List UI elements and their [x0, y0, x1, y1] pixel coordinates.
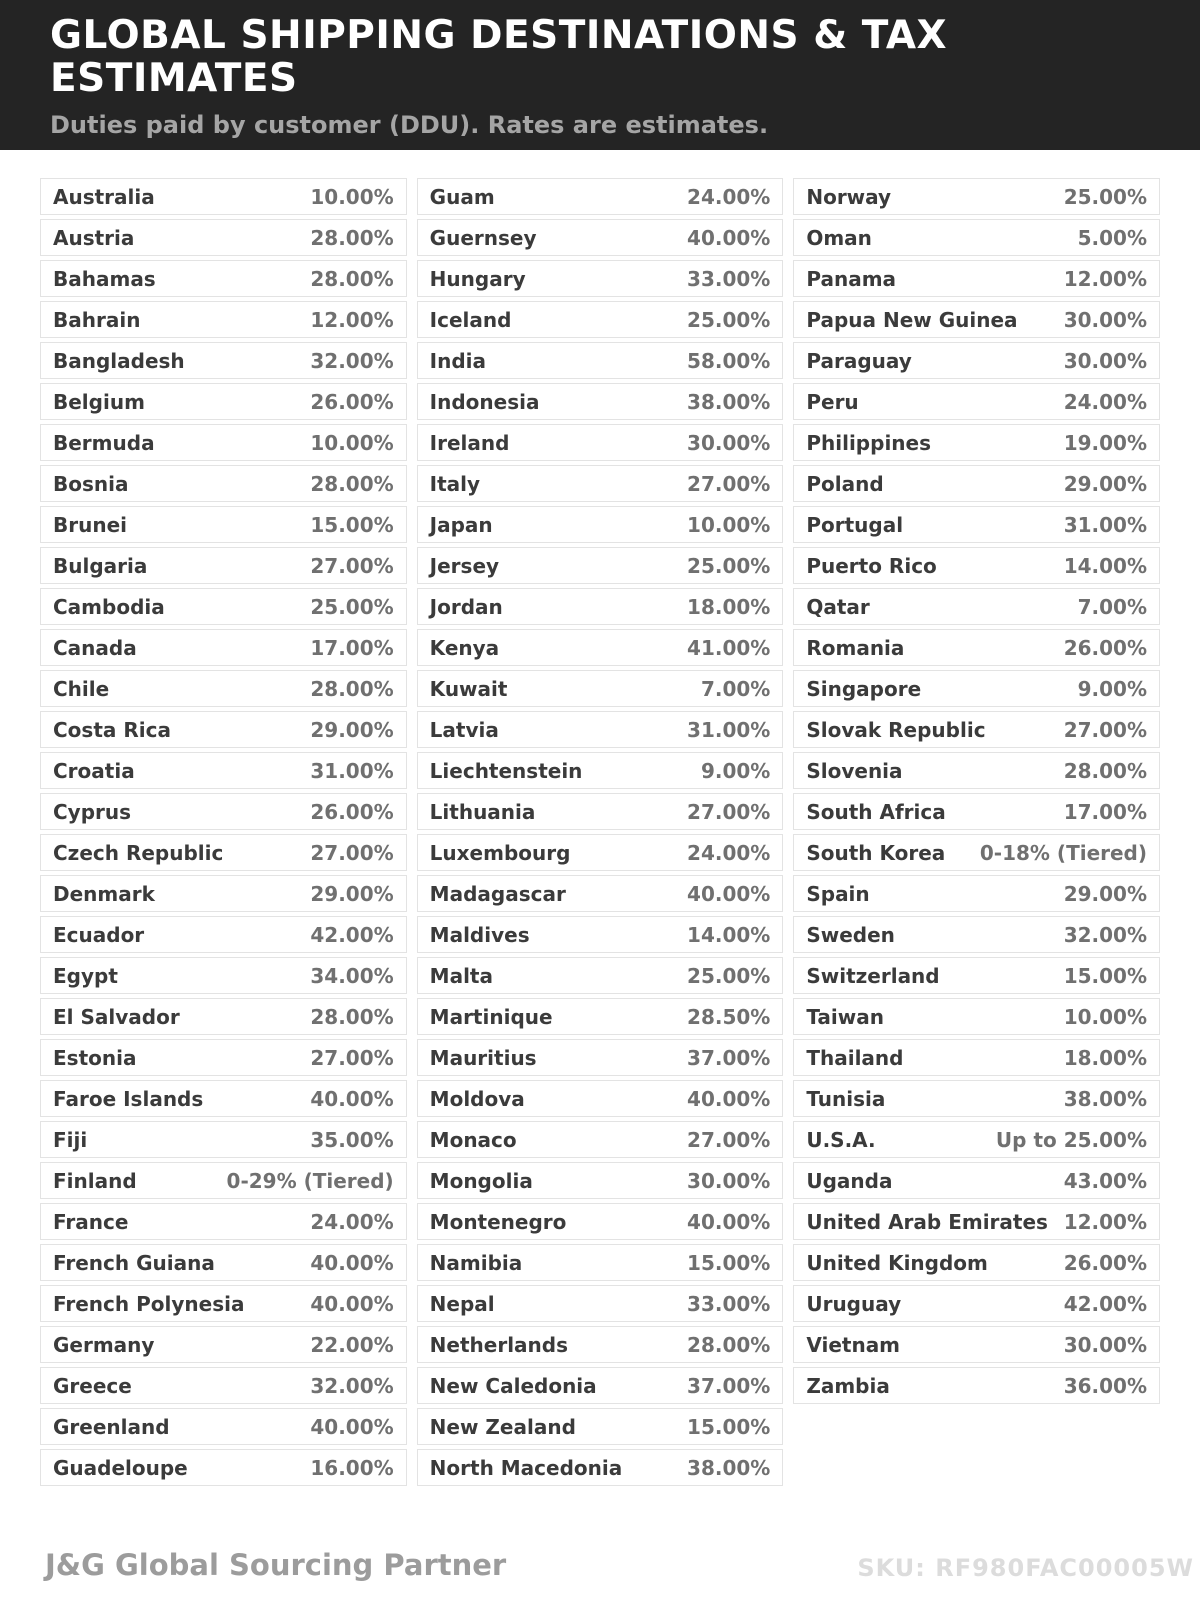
- country-name: Greece: [53, 1373, 132, 1398]
- country-name: Zambia: [806, 1373, 890, 1398]
- tax-rate: 30.00%: [687, 1168, 771, 1193]
- country-name: Panama: [806, 266, 897, 291]
- country-name: Mauritius: [429, 1045, 537, 1070]
- table-row: [40, 506, 407, 543]
- tax-rate: 0-29% (Tiered): [226, 1168, 394, 1193]
- table-row: [417, 1449, 784, 1486]
- country-name: Peru: [806, 389, 859, 414]
- tax-rate: 28.00%: [310, 676, 394, 701]
- tax-rate: 27.00%: [310, 840, 394, 865]
- table-column-1: [40, 178, 407, 1490]
- table-row: [417, 1121, 784, 1158]
- tax-rate: 0-18% (Tiered): [979, 840, 1148, 865]
- table-row: [417, 752, 784, 789]
- tax-rate: 12.00%: [1063, 1209, 1148, 1234]
- table-row: [417, 1326, 784, 1363]
- table-column-3: [793, 178, 1160, 1408]
- table-row: [793, 711, 1160, 748]
- tax-rate: 33.00%: [687, 1291, 771, 1316]
- table-row: [40, 260, 407, 297]
- table-row: [417, 178, 784, 215]
- table-row: [793, 916, 1160, 953]
- tax-rate: 31.00%: [310, 758, 394, 783]
- country-name: Indonesia: [429, 389, 540, 414]
- page-title: GLOBAL SHIPPING DESTINATIONS & TAX ESTIMATES: [50, 13, 948, 101]
- table-row: [417, 1285, 784, 1322]
- country-name: Czech Republic: [53, 840, 224, 865]
- table-row: [40, 752, 407, 789]
- table-row: [793, 424, 1160, 461]
- table-row: [40, 342, 407, 379]
- table-row: [40, 711, 407, 748]
- country-name: Singapore: [806, 676, 922, 701]
- tax-rate: 25.00%: [687, 307, 771, 332]
- tax-rate: 10.00%: [687, 512, 771, 537]
- table-row: [417, 1039, 784, 1076]
- country-name: Guadeloupe: [53, 1455, 188, 1480]
- table-row: [793, 1244, 1160, 1281]
- tax-rate: 28.50%: [687, 1004, 771, 1029]
- country-name: United Kingdom: [806, 1250, 988, 1275]
- tax-rate: 14.00%: [687, 922, 771, 947]
- table-column-2: [417, 178, 784, 1490]
- country-name: Paraguay: [806, 348, 912, 373]
- tax-rate: 25.00%: [310, 594, 394, 619]
- country-name: Tunisia: [806, 1086, 886, 1111]
- table-row: [40, 1203, 407, 1240]
- tax-rate: 25.00%: [687, 553, 771, 578]
- tax-rate: 28.00%: [310, 266, 394, 291]
- page-footer: [0, 1548, 1200, 1582]
- table-row: [417, 711, 784, 748]
- table-row: [417, 1162, 784, 1199]
- tax-rate: 40.00%: [310, 1086, 394, 1111]
- tax-rate: 30.00%: [1063, 307, 1148, 332]
- tax-rate: 24.00%: [687, 184, 771, 209]
- tax-rate: 7.00%: [1077, 594, 1148, 619]
- tax-rate: 10.00%: [310, 430, 394, 455]
- country-name: Qatar: [806, 594, 870, 619]
- table-row: [793, 957, 1160, 994]
- table-row: [417, 465, 784, 502]
- tax-rate: 22.00%: [310, 1332, 394, 1357]
- country-name: Jordan: [429, 594, 503, 619]
- country-name: Croatia: [53, 758, 135, 783]
- country-name: Malta: [429, 963, 493, 988]
- tax-rate: 37.00%: [687, 1045, 771, 1070]
- table-row: [40, 547, 407, 584]
- country-name: Switzerland: [806, 963, 940, 988]
- tax-rate: 10.00%: [310, 184, 394, 209]
- table-row: [793, 1285, 1160, 1322]
- table-row: [40, 383, 407, 420]
- table-row: [793, 1203, 1160, 1240]
- tax-rate: 18.00%: [1063, 1045, 1148, 1070]
- tax-rate: 32.00%: [310, 348, 394, 373]
- table-row: [40, 916, 407, 953]
- tax-rate: 28.00%: [1063, 758, 1148, 783]
- country-name: Maldives: [429, 922, 530, 947]
- country-name: Egypt: [53, 963, 118, 988]
- country-name: Thailand: [806, 1045, 904, 1070]
- tax-rate: 27.00%: [687, 799, 771, 824]
- table-row: [40, 875, 407, 912]
- table-row: [40, 1449, 407, 1486]
- country-name: Canada: [53, 635, 137, 660]
- table-row: [417, 424, 784, 461]
- table-row: [40, 670, 407, 707]
- table-row: [40, 793, 407, 830]
- tax-rate: 40.00%: [687, 881, 771, 906]
- country-name: Portugal: [806, 512, 904, 537]
- tax-rate: 27.00%: [687, 1127, 771, 1152]
- country-name: French Guiana: [53, 1250, 215, 1275]
- country-name: Iceland: [429, 307, 512, 332]
- table-row: [417, 342, 784, 379]
- country-name: Kenya: [429, 635, 500, 660]
- country-name: Liechtenstein: [429, 758, 583, 783]
- country-name: Slovenia: [806, 758, 903, 783]
- page-header: [0, 0, 1200, 150]
- country-name: South Korea: [806, 840, 946, 865]
- country-name: Greenland: [53, 1414, 170, 1439]
- tax-rate: 27.00%: [310, 553, 394, 578]
- tax-rate-table: [40, 178, 1160, 1490]
- table-row: [793, 301, 1160, 338]
- country-name: Sweden: [806, 922, 895, 947]
- table-row: [40, 1408, 407, 1445]
- country-name: Jersey: [429, 553, 500, 578]
- country-name: Australia: [53, 184, 155, 209]
- tax-rate: 42.00%: [1063, 1291, 1148, 1316]
- country-name: Madagascar: [429, 881, 566, 906]
- country-name: Moldova: [429, 1086, 525, 1111]
- table-row: [40, 957, 407, 994]
- country-name: Ecuador: [53, 922, 145, 947]
- tax-rate: 12.00%: [310, 307, 394, 332]
- tax-rate: 7.00%: [700, 676, 771, 701]
- tax-rate: 37.00%: [687, 1373, 771, 1398]
- country-name: Nepal: [429, 1291, 495, 1316]
- country-name: Estonia: [53, 1045, 137, 1070]
- tax-rate: 5.00%: [1077, 225, 1148, 250]
- country-name: Japan: [429, 512, 493, 537]
- table-row: [417, 875, 784, 912]
- tax-rate: 38.00%: [687, 389, 771, 414]
- country-name: France: [53, 1209, 129, 1234]
- tax-rate: 40.00%: [310, 1291, 394, 1316]
- country-name: New Caledonia: [429, 1373, 597, 1398]
- country-name: Taiwan: [806, 1004, 884, 1029]
- tax-rate: 40.00%: [687, 1209, 771, 1234]
- tax-rate: 32.00%: [1063, 922, 1148, 947]
- tax-rate: 29.00%: [310, 717, 394, 742]
- country-name: Namibia: [429, 1250, 523, 1275]
- tax-rate: 9.00%: [1077, 676, 1148, 701]
- table-row: [793, 875, 1160, 912]
- tax-rate: 58.00%: [687, 348, 771, 373]
- country-name: Bermuda: [53, 430, 155, 455]
- country-name: U.S.A.: [806, 1127, 876, 1152]
- table-row: [793, 1080, 1160, 1117]
- country-name: Italy: [429, 471, 481, 496]
- table-row: [40, 219, 407, 256]
- tax-rate: 30.00%: [1063, 348, 1148, 373]
- country-name: Kuwait: [429, 676, 508, 701]
- table-row: [40, 998, 407, 1035]
- table-row: [417, 383, 784, 420]
- country-name: New Zealand: [429, 1414, 576, 1439]
- tax-rate: 40.00%: [687, 225, 771, 250]
- table-row: [793, 1162, 1160, 1199]
- tax-rate: 28.00%: [310, 225, 394, 250]
- table-row: [417, 1367, 784, 1404]
- country-name: Germany: [53, 1332, 155, 1357]
- country-name: Papua New Guinea: [806, 307, 1018, 332]
- tax-rate: 41.00%: [687, 635, 771, 660]
- country-name: Finland: [53, 1168, 137, 1193]
- tax-rate: 36.00%: [1063, 1373, 1148, 1398]
- tax-rate: 26.00%: [310, 799, 394, 824]
- table-row: [793, 1367, 1160, 1404]
- country-name: Brunei: [53, 512, 128, 537]
- tax-rate: 27.00%: [1063, 717, 1148, 742]
- table-row: [417, 957, 784, 994]
- table-row: [40, 465, 407, 502]
- table-row: [417, 1244, 784, 1281]
- table-row: [40, 1367, 407, 1404]
- country-name: Bahamas: [53, 266, 156, 291]
- country-name: Bangladesh: [53, 348, 185, 373]
- table-row: [417, 588, 784, 625]
- tax-rate: 26.00%: [1063, 1250, 1148, 1275]
- tax-rate: 33.00%: [687, 266, 771, 291]
- tax-rate: 24.00%: [687, 840, 771, 865]
- country-name: Puerto Rico: [806, 553, 937, 578]
- tax-rate: 42.00%: [310, 922, 394, 947]
- country-name: Spain: [806, 881, 870, 906]
- country-name: Romania: [806, 635, 905, 660]
- table-row: [417, 301, 784, 338]
- country-name: Cyprus: [53, 799, 132, 824]
- tax-rate: 15.00%: [1063, 963, 1148, 988]
- tax-rate: 31.00%: [1063, 512, 1148, 537]
- table-row: [417, 1203, 784, 1240]
- table-row: [417, 834, 784, 871]
- tax-rate: 18.00%: [687, 594, 771, 619]
- tax-rate: 9.00%: [700, 758, 771, 783]
- table-row: [793, 260, 1160, 297]
- country-name: El Salvador: [53, 1004, 180, 1029]
- sku-label: SKU: RF980FAC00005W: [857, 1554, 1194, 1582]
- tax-rate: Up to 25.00%: [995, 1127, 1148, 1152]
- country-name: Cambodia: [53, 594, 165, 619]
- table-row: [417, 1408, 784, 1445]
- table-row: [793, 219, 1160, 256]
- table-row: [417, 916, 784, 953]
- tax-rate: 14.00%: [1063, 553, 1148, 578]
- tax-rate: 25.00%: [687, 963, 771, 988]
- country-name: Netherlands: [429, 1332, 569, 1357]
- country-name: South Africa: [806, 799, 946, 824]
- tax-rate: 15.00%: [687, 1250, 771, 1275]
- table-row: [793, 383, 1160, 420]
- table-row: [40, 1039, 407, 1076]
- table-row: [793, 178, 1160, 215]
- country-name: Guam: [429, 184, 495, 209]
- table-row: [417, 670, 784, 707]
- table-row: [417, 260, 784, 297]
- table-row: [793, 588, 1160, 625]
- table-row: [793, 1039, 1160, 1076]
- country-name: Vietnam: [806, 1332, 901, 1357]
- country-name: Guernsey: [429, 225, 537, 250]
- table-row: [793, 629, 1160, 666]
- country-name: Montenegro: [429, 1209, 567, 1234]
- country-name: Hungary: [429, 266, 526, 291]
- table-row: [417, 547, 784, 584]
- table-row: [417, 629, 784, 666]
- table-row: [40, 834, 407, 871]
- table-row: [40, 178, 407, 215]
- table-row: [40, 629, 407, 666]
- table-row: [40, 1285, 407, 1322]
- table-row: [793, 752, 1160, 789]
- tax-rate: 30.00%: [687, 430, 771, 455]
- table-row: [793, 465, 1160, 502]
- country-name: Uruguay: [806, 1291, 902, 1316]
- table-row: [417, 1080, 784, 1117]
- tax-rate: 27.00%: [310, 1045, 394, 1070]
- country-name: French Polynesia: [53, 1291, 245, 1316]
- table-row: [40, 1121, 407, 1158]
- country-name: Bahrain: [53, 307, 141, 332]
- country-name: Slovak Republic: [806, 717, 986, 742]
- country-name: Mongolia: [429, 1168, 533, 1193]
- table-row: [793, 1326, 1160, 1363]
- table-row: [40, 1080, 407, 1117]
- brand-name: J&G Global Sourcing Partner: [45, 1548, 507, 1582]
- tax-rate: 38.00%: [687, 1455, 771, 1480]
- tax-rate: 28.00%: [687, 1332, 771, 1357]
- country-name: Bulgaria: [53, 553, 148, 578]
- tax-rate: 34.00%: [310, 963, 394, 988]
- country-name: Faroe Islands: [53, 1086, 204, 1111]
- page-subtitle: Duties paid by customer (DDU). Rates are estimates.: [50, 110, 769, 139]
- table-row: [793, 506, 1160, 543]
- table-row: [793, 793, 1160, 830]
- tax-rate: 16.00%: [310, 1455, 394, 1480]
- country-name: Chile: [53, 676, 110, 701]
- tax-rate: 32.00%: [310, 1373, 394, 1398]
- country-name: Latvia: [429, 717, 499, 742]
- tax-rate: 15.00%: [310, 512, 394, 537]
- table-row: [40, 588, 407, 625]
- tax-rate: 17.00%: [310, 635, 394, 660]
- table-row: [40, 424, 407, 461]
- tax-rate: 40.00%: [310, 1414, 394, 1439]
- country-name: Martinique: [429, 1004, 553, 1029]
- country-name: Uganda: [806, 1168, 893, 1193]
- country-name: Luxembourg: [429, 840, 571, 865]
- table-row: [417, 998, 784, 1035]
- country-name: Norway: [806, 184, 892, 209]
- tax-rate: 29.00%: [1063, 471, 1148, 496]
- country-name: United Arab Emirates: [806, 1209, 1048, 1234]
- table-row: [793, 547, 1160, 584]
- table-row: [793, 834, 1160, 871]
- table-row: [793, 1121, 1160, 1158]
- table-row: [793, 670, 1160, 707]
- tax-rate: 25.00%: [1063, 184, 1148, 209]
- country-name: Austria: [53, 225, 135, 250]
- tax-rate: 19.00%: [1063, 430, 1148, 455]
- tax-rate: 12.00%: [1063, 266, 1148, 291]
- table-row: [417, 219, 784, 256]
- table-row: [40, 1162, 407, 1199]
- tax-rate: 40.00%: [310, 1250, 394, 1275]
- tax-rate: 38.00%: [1063, 1086, 1148, 1111]
- tax-rate: 28.00%: [310, 471, 394, 496]
- table-row: [40, 1244, 407, 1281]
- tax-rate: 17.00%: [1063, 799, 1148, 824]
- tax-rate: 26.00%: [310, 389, 394, 414]
- country-name: Lithuania: [429, 799, 536, 824]
- country-name: Philippines: [806, 430, 932, 455]
- country-name: Fiji: [53, 1127, 88, 1152]
- tax-rate: 26.00%: [1063, 635, 1148, 660]
- country-name: Poland: [806, 471, 884, 496]
- country-name: Denmark: [53, 881, 155, 906]
- tax-rate: 10.00%: [1063, 1004, 1148, 1029]
- country-name: Oman: [806, 225, 872, 250]
- table-row: [417, 793, 784, 830]
- country-name: Ireland: [429, 430, 510, 455]
- country-name: India: [429, 348, 487, 373]
- tax-rate: 24.00%: [1063, 389, 1148, 414]
- country-name: Costa Rica: [53, 717, 171, 742]
- tax-rate: 15.00%: [687, 1414, 771, 1439]
- tax-rate: 40.00%: [687, 1086, 771, 1111]
- country-name: North Macedonia: [429, 1455, 623, 1480]
- country-name: Belgium: [53, 389, 145, 414]
- tax-rate: 28.00%: [310, 1004, 394, 1029]
- tax-rate: 30.00%: [1063, 1332, 1148, 1357]
- tax-rate: 43.00%: [1063, 1168, 1148, 1193]
- table-row: [793, 342, 1160, 379]
- country-name: Monaco: [429, 1127, 517, 1152]
- tax-rate: 24.00%: [310, 1209, 394, 1234]
- tax-rate: 29.00%: [310, 881, 394, 906]
- table-row: [417, 506, 784, 543]
- table-row: [793, 998, 1160, 1035]
- table-row: [40, 1326, 407, 1363]
- tax-rate: 29.00%: [1063, 881, 1148, 906]
- country-name: Bosnia: [53, 471, 129, 496]
- tax-rate: 35.00%: [310, 1127, 394, 1152]
- tax-rate: 31.00%: [687, 717, 771, 742]
- tax-rate: 27.00%: [687, 471, 771, 496]
- table-row: [40, 301, 407, 338]
